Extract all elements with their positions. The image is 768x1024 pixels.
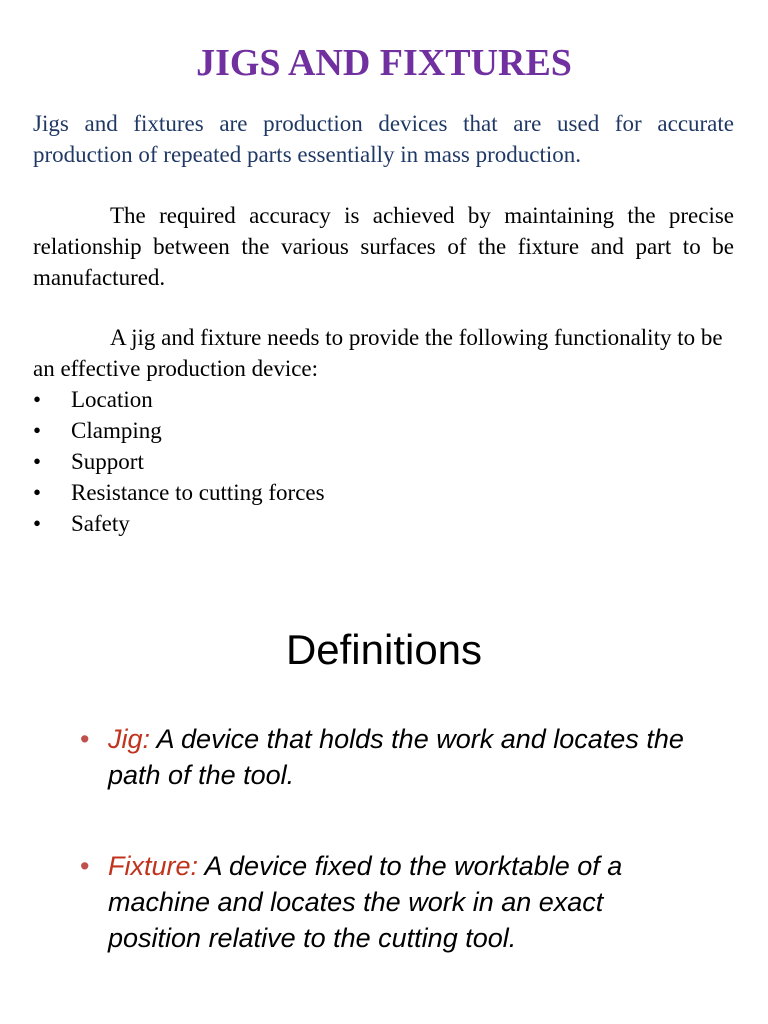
definition-text: A device that holds the work and locates the path of the tool. xyxy=(108,724,684,790)
page-title: JIGS AND FIXTURES xyxy=(196,42,572,84)
definitions-heading: Definitions xyxy=(285,626,483,673)
definition-term: Jig: xyxy=(108,724,151,754)
accuracy-paragraph: The required accuracy is achieved by maintaining the precise relationship between the various surfaces of the fixture and part to be manufactured. xyxy=(33,203,734,290)
bullet-icon: • xyxy=(80,724,90,754)
bullet-icon: • xyxy=(33,511,42,536)
definition-text: A device fixed to the worktable of a machine and locates the work in an exact position relative to the cutting tool. xyxy=(108,851,623,953)
functionality-list xyxy=(33,384,734,539)
bullet-icon: • xyxy=(33,418,42,443)
functionality-paragraph: A jig and fixture needs to provide the following functionality to be an effective production device: xyxy=(33,325,723,381)
list-item: • Resistance to cutting forces xyxy=(33,477,734,508)
list-item: • Safety xyxy=(33,508,734,539)
definition-term: Fixture: xyxy=(108,851,199,881)
bullet-icon: • xyxy=(33,449,42,474)
definition-fixture xyxy=(80,848,680,956)
bullet-icon: • xyxy=(33,387,42,412)
intro-paragraph: Jigs and fixtures are production devices that are used for accurate production of repeated parts essentially in mass production. xyxy=(33,111,734,167)
list-item: • Support xyxy=(33,446,734,477)
bullet-icon: • xyxy=(33,480,42,505)
definition-jig xyxy=(80,721,700,793)
list-item: • Location xyxy=(33,384,734,415)
bullet-icon: • xyxy=(80,851,90,881)
list-item: • Clamping xyxy=(33,415,734,446)
